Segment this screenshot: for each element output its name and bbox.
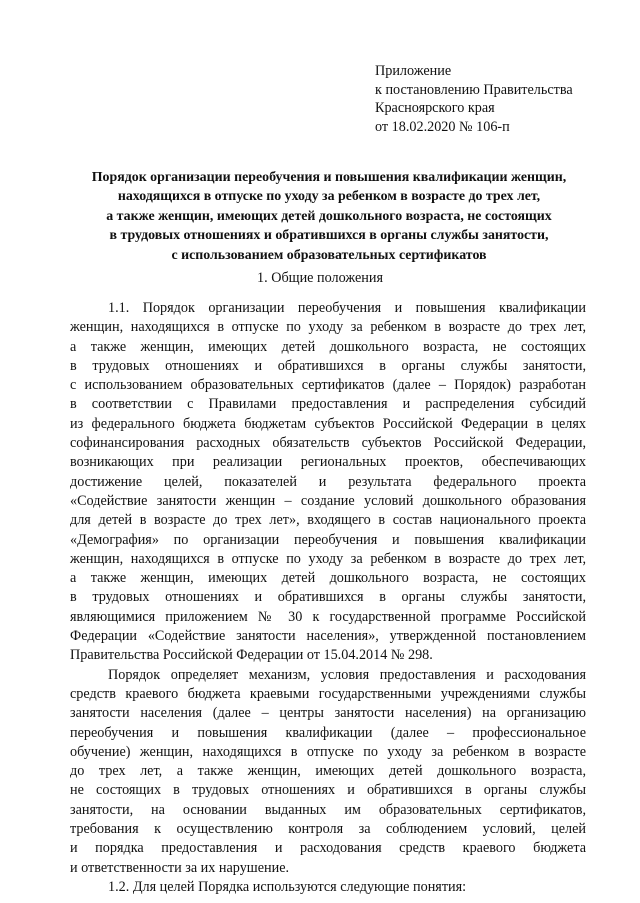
text-line: средств краевого бюджета краевыми государственными учреждениями службы [70,685,586,702]
text-line: возникающих при реализации региональных проектов, обеспечивающих [70,454,586,471]
text-line: переобучения и повышения квалификации (далее – профессиональное [70,724,586,741]
text-line: достижение целей, показателей и результата федерального проекта [70,473,586,490]
paragraph-1-1 [70,299,586,666]
text-line: софинансирования расходных обязательств субъектов Российской Федерации, [70,435,586,452]
text-line: из федерального бюджета бюджетам субъектов Российской Федерации в целях [70,415,586,432]
appendix-line: к постановлению Правительства [375,81,573,98]
text-line: не состоящих в трудовых отношениях и обратившихся в органы службы [70,782,586,799]
title-line: Порядок организации переобучения и повышения квалификации женщин, [91,170,567,185]
text-line: Порядок определяет механизм, условия предоставления и расходования [108,666,586,683]
text-line: в соответствии с Правилами предоставления и распределения субсидий [70,396,586,413]
text-line: являющимися приложением № 30 к государственной программе Российской [70,608,586,625]
text-line: в трудовых отношениях и обратившихся в органы службы занятости, [70,357,586,374]
text-line: а также женщин, имеющих детей дошкольного возраста, не состоящих [70,338,586,355]
text-line: женщин, находящихся в отпуске по уходу за ребенком в возрасте до трех лет, [70,550,586,567]
document-body [70,299,586,897]
text-line: требования к осуществлению контроля за соблюдением условий, целей [70,821,586,838]
text-line: женщин, находящихся в отпуске по уходу за ребенком в возрасте до трех лет, [70,319,586,336]
title-line: с использованием образовательных сертификатов [171,247,487,263]
text-line: с использованием образовательных сертификатов (далее – Порядок) разработан [70,377,586,394]
text-line: и ответственности за их нарушение. [70,859,290,876]
text-line: Правительства Российской Федерации от 15.04.2014 № 298. [70,647,433,664]
text-line: занятости, на основании выданных им образовательных сертификатов, [70,801,586,818]
text-line: 1.2. Для целей Порядка используются следующие понятия: [108,878,467,895]
section-heading: 1. Общие положения [257,270,383,286]
text-line: занятости населения (далее – центры занятости населения) на организацию [70,705,586,722]
text-line: Федерации «Содействие занятости населения», утвержденной постановлением [70,628,586,645]
text-line: «Содействие занятости женщин – создание условий дошкольного образования [70,492,586,509]
text-line: «Демография» по организации переобучения и повышения квалификации [70,531,586,548]
text-line: в трудовых отношениях и обратившихся в органы службы занятости, [70,589,586,606]
text-line: обучение) женщин, находящихся в отпуске по уходу за ребенком в возрасте [70,743,586,760]
title-line: находящихся в отпуске по уходу за ребенком в возрасте до трех лет, [117,189,541,205]
paragraph-procedure [70,666,586,878]
text-line: для детей в возрасте до трех лет», входящего в состав национального проекта [70,512,586,529]
appendix-line: от 18.02.2020 № 106-п [375,118,510,135]
text-line: и порядка предоставления и расходования средств краевого бюджета [70,840,586,857]
appendix-reference [375,62,573,136]
text-line: до трех лет, а также женщин, имеющих детей дошкольного возраста, [70,763,586,780]
title-line: в трудовых отношениях и обратившихся в органы службы занятости, [109,228,549,244]
document-title [40,168,618,265]
title-line: а также женщин, имеющих детей дошкольного возраста, не состоящих [106,208,552,224]
appendix-line: Приложение [375,63,452,79]
text-line: а также женщин, имеющих детей дошкольного возраста, не состоящих [70,570,586,587]
appendix-line: Красноярского края [375,100,495,116]
paragraph-1-2 [70,878,586,897]
text-line: 1.1. Порядок организации переобучения и повышения квалификации [108,300,586,316]
